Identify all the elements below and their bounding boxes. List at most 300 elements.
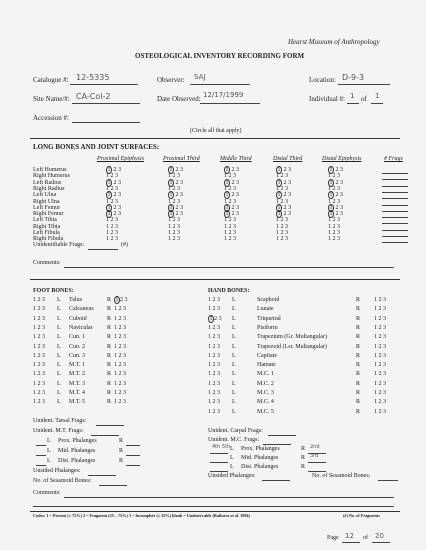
- score-cell[interactable]: [168, 230, 180, 236]
- hand-scale-right[interactable]: 1 2 3: [374, 343, 386, 350]
- score-1[interactable]: 1: [106, 198, 109, 205]
- score-1[interactable]: 1: [329, 211, 333, 218]
- hand-unsided-line[interactable]: [262, 480, 290, 481]
- score-2-3[interactable]: 2 3: [109, 185, 118, 192]
- score-2-3[interactable]: 2 3: [174, 179, 183, 186]
- score-2-3[interactable]: 2 3: [174, 167, 183, 173]
- score-1[interactable]: 1: [224, 185, 227, 192]
- score-cell[interactable]: [276, 236, 288, 242]
- score-2-3[interactable]: 2 3: [279, 173, 288, 180]
- score-1[interactable]: 1: [276, 223, 279, 230]
- score-cell[interactable]: [224, 224, 236, 230]
- foot-scale-left[interactable]: 1 2 3: [33, 390, 45, 396]
- divider-top: [30, 138, 400, 139]
- score-1[interactable]: 1: [277, 211, 281, 218]
- score-1[interactable]: 1: [168, 217, 171, 224]
- catalogue-value[interactable]: 12-5335: [76, 73, 110, 82]
- score-cell[interactable]: [106, 180, 121, 186]
- site-value[interactable]: CA-Col-2: [76, 92, 111, 101]
- score-2-3[interactable]: 2 3: [227, 223, 236, 230]
- score-2-3[interactable]: 2 3: [334, 211, 343, 218]
- score-2-3[interactable]: 2 3: [331, 198, 340, 205]
- score-1[interactable]: 1: [106, 230, 109, 236]
- score-2-3[interactable]: 2 3: [334, 204, 343, 211]
- score-cell[interactable]: [328, 211, 343, 217]
- score-cell[interactable]: [168, 192, 183, 198]
- score-1[interactable]: 1: [328, 185, 331, 192]
- score-cell[interactable]: [276, 180, 291, 186]
- score-2-3[interactable]: 2 3: [109, 223, 118, 230]
- score-2-3[interactable]: 2 3: [279, 223, 288, 230]
- foot-scale-left[interactable]: 1 2 3: [33, 334, 45, 341]
- hand-l: L: [232, 343, 236, 350]
- score-1[interactable]: 1: [329, 167, 333, 173]
- foot-scale-right[interactable]: 1 2 3: [114, 380, 127, 387]
- foot-r[interactable]: [107, 344, 126, 350]
- foot-scale-right[interactable]: 1 2 3: [114, 343, 127, 350]
- observer-label: Observer:: [157, 76, 185, 84]
- footer-comments-line-2[interactable]: [33, 506, 394, 507]
- score-2-3[interactable]: 2 3: [112, 211, 121, 218]
- hand-scale-left[interactable]: 1 2 3: [208, 334, 220, 341]
- hand-prox-r-value[interactable]: 2nd: [310, 444, 320, 450]
- hand-scale-right[interactable]: 1 2 3: [374, 408, 386, 415]
- foot-scale-right[interactable]: 1 2 3: [114, 352, 127, 359]
- score-1[interactable]: 1: [107, 179, 111, 186]
- foot-scale-left[interactable]: 1 2 3: [33, 297, 45, 303]
- hand-scale-right[interactable]: 1 2 3: [374, 362, 386, 369]
- score-1[interactable]: 1: [168, 223, 171, 230]
- score-1[interactable]: 1: [106, 236, 109, 243]
- score-cell[interactable]: [224, 167, 239, 173]
- foot-scale-right[interactable]: 1 2 3: [114, 390, 127, 396]
- score-2-3[interactable]: 2 3: [331, 230, 340, 236]
- score-cell[interactable]: [328, 230, 340, 236]
- score-1[interactable]: 1: [106, 173, 109, 180]
- hand-dist-l-line[interactable]: [210, 471, 228, 472]
- score-cell[interactable]: [106, 167, 121, 173]
- foot-scale-right[interactable]: 1 2 3: [114, 362, 127, 369]
- score-cell[interactable]: [328, 224, 340, 230]
- score-1[interactable]: 1: [328, 223, 331, 230]
- score-2-3[interactable]: 2 3: [230, 167, 239, 173]
- score-1[interactable]: 1: [106, 217, 109, 224]
- score-1[interactable]: 1: [328, 217, 331, 224]
- foot-scale-left[interactable]: 1 2 3: [33, 362, 45, 369]
- hand-scale-left[interactable]: 1 2 3: [208, 399, 220, 406]
- score-1[interactable]: 1: [277, 204, 281, 211]
- foot-scale-left[interactable]: 1 2 3: [33, 343, 45, 350]
- score-cell[interactable]: [224, 217, 236, 223]
- hand-mid-r-value[interactable]: 3rd: [310, 453, 319, 459]
- score-2-3[interactable]: 2 3: [227, 198, 236, 205]
- score-2-3[interactable]: 2 3: [109, 230, 118, 236]
- score-1[interactable]: 1: [225, 204, 229, 211]
- score-1[interactable]: 1: [224, 230, 227, 236]
- score-1[interactable]: 1: [329, 192, 333, 199]
- frags-line[interactable]: [382, 186, 408, 187]
- hand-scale-left[interactable]: 1 2 3: [208, 371, 220, 378]
- page-value[interactable]: 12: [345, 532, 354, 540]
- score-1[interactable]: 1: [225, 192, 229, 199]
- header-proximal-epiphysis: Proximal Epiphysis: [97, 156, 144, 162]
- score-1[interactable]: 1: [276, 198, 279, 205]
- hand-dist-r-line[interactable]: [308, 471, 326, 472]
- foot-sesamoid-line[interactable]: [99, 485, 127, 486]
- hand-sesamoid-label: No. of Sesamoid Bones:: [312, 473, 371, 479]
- score-1[interactable]: 1: [276, 217, 279, 224]
- frags-line[interactable]: [382, 173, 408, 174]
- hand-scale-left[interactable]: 1 2 3: [208, 306, 220, 313]
- foot-mid-l-line[interactable]: [36, 455, 46, 456]
- score-2-3[interactable]: 2 3: [227, 236, 236, 243]
- score-cell[interactable]: [168, 236, 180, 242]
- score-2-3[interactable]: 2 3: [282, 211, 291, 218]
- foot-scale-left[interactable]: 1 2 3: [33, 306, 45, 313]
- score-2-3[interactable]: 2 3: [174, 211, 183, 218]
- score-2-3[interactable]: 2 3: [171, 230, 180, 236]
- score-cell[interactable]: [276, 192, 291, 198]
- score-2-3[interactable]: 2 3: [174, 204, 183, 211]
- score-2-3[interactable]: 2 3: [112, 192, 121, 199]
- location-value[interactable]: D-9-3: [342, 73, 365, 82]
- score-2-3[interactable]: 2 3: [227, 230, 236, 236]
- score-cell[interactable]: [224, 211, 239, 217]
- score-1[interactable]: 1: [168, 230, 171, 236]
- score-2-3[interactable]: 2 3: [334, 179, 343, 186]
- foot-bone-name: Calcaneus: [69, 306, 94, 313]
- score-1[interactable]: 1: [169, 204, 173, 211]
- frags-line[interactable]: [382, 192, 408, 193]
- header-proximal-third: Proximal Third: [163, 156, 200, 162]
- frags-line[interactable]: [382, 230, 408, 231]
- score-2-3[interactable]: 2 3: [112, 167, 121, 173]
- score-2-3[interactable]: 2 3: [282, 179, 291, 186]
- hand-scale-left[interactable]: 1 2 3: [208, 343, 220, 350]
- score-1[interactable]: 1: [329, 179, 333, 186]
- foot-scale-left[interactable]: 1 2 3: [33, 399, 45, 406]
- foot-l: L: [57, 390, 61, 396]
- foot-r[interactable]: [107, 362, 126, 368]
- hand-scale-left[interactable]: 1 2 3: [208, 297, 220, 303]
- foot-prox-l-line[interactable]: [36, 445, 46, 446]
- score-2-3[interactable]: 2 3: [230, 204, 239, 211]
- score-2-3[interactable]: 2 3: [331, 236, 340, 243]
- score-1[interactable]: 1: [224, 198, 227, 205]
- long-bone-name: Left Radius: [33, 179, 62, 186]
- museum-name: Hearst Museum of Anthropology: [288, 38, 380, 46]
- score-cell[interactable]: [224, 192, 239, 198]
- foot-r[interactable]: [107, 297, 128, 303]
- foot-r-letter: R: [107, 352, 112, 359]
- score-2-3[interactable]: 2 3: [171, 185, 180, 192]
- score-2-3[interactable]: 2 3: [171, 173, 180, 180]
- score-1[interactable]: 1: [276, 185, 279, 192]
- hand-scale-left[interactable]: 1 2 3: [208, 380, 220, 387]
- score-2-3[interactable]: 2 3: [282, 204, 291, 211]
- score-1[interactable]: 1: [106, 185, 109, 192]
- frags-line[interactable]: [382, 223, 408, 224]
- foot-l: L: [57, 324, 61, 331]
- foot-bone-name: Cuboid: [69, 315, 87, 322]
- score-2-3[interactable]: 2 3: [214, 315, 222, 322]
- score-cell[interactable]: [224, 236, 236, 242]
- score-1[interactable]: 1: [225, 179, 229, 186]
- score-1[interactable]: 1: [224, 223, 227, 230]
- foot-scale-left[interactable]: 1 2 3: [33, 380, 45, 387]
- score-2-3[interactable]: 2 3: [279, 230, 288, 236]
- frags-line[interactable]: [382, 205, 408, 206]
- score-1[interactable]: 1: [168, 198, 171, 205]
- score-1[interactable]: 1: [115, 297, 119, 303]
- hand-mid-l-line[interactable]: [210, 462, 228, 463]
- score-cell[interactable]: [106, 217, 118, 223]
- foot-scale-right[interactable]: 1 2 3: [114, 324, 127, 331]
- page-line: [342, 542, 360, 543]
- score-cell[interactable]: [168, 224, 180, 230]
- hand-scale-right[interactable]: 1 2 3: [374, 324, 386, 331]
- score-2-3[interactable]: 2 3: [120, 297, 128, 303]
- foot-r[interactable]: [107, 381, 126, 387]
- score-cell[interactable]: [168, 217, 180, 223]
- score-2-3[interactable]: 2 3: [331, 217, 340, 224]
- individual-value[interactable]: 1: [350, 92, 355, 100]
- footer-comments-line-1[interactable]: [64, 497, 394, 498]
- score-cell[interactable]: [328, 180, 343, 186]
- score-cell[interactable]: [168, 180, 183, 186]
- score-2-3[interactable]: 2 3: [174, 192, 183, 199]
- observer-value[interactable]: SAJ: [194, 73, 206, 81]
- score-1[interactable]: 1: [168, 185, 171, 192]
- score-cell[interactable]: [168, 167, 183, 173]
- unident-frags-line[interactable]: [88, 249, 118, 250]
- hand-bone-name: M.C. 2: [257, 380, 274, 387]
- score-1[interactable]: 1: [225, 167, 229, 173]
- foot-prox-r-line[interactable]: [126, 445, 140, 446]
- score-1[interactable]: 1: [168, 236, 171, 243]
- hand-mc-line[interactable]: [263, 444, 291, 445]
- hand-scale-left[interactable]: 1 2 3: [208, 324, 220, 331]
- score-2-3[interactable]: 2 3: [279, 236, 288, 243]
- score-2-3[interactable]: 2 3: [227, 173, 236, 180]
- score-1[interactable]: 1: [224, 173, 227, 180]
- hand-scale-right[interactable]: 1 2 3: [374, 371, 386, 378]
- score-cell[interactable]: [276, 211, 291, 217]
- score-2-3[interactable]: 2 3: [227, 185, 236, 192]
- foot-r[interactable]: [107, 316, 126, 322]
- individual-label: Individual #:: [309, 95, 345, 103]
- hand-scale-right[interactable]: 1 2 3: [374, 315, 386, 322]
- long-comments-line[interactable]: [64, 267, 394, 268]
- hand-scale-right[interactable]: 1 2 3: [374, 352, 386, 359]
- score-2-3[interactable]: 2 3: [109, 173, 118, 180]
- frags-line[interactable]: [382, 179, 408, 180]
- hand-l: L: [232, 399, 236, 406]
- foot-dist-l: L: [47, 458, 51, 464]
- score-2-3[interactable]: 2 3: [109, 198, 118, 205]
- hand-scale-left[interactable]: 1 2 3: [208, 408, 220, 415]
- score-2-3[interactable]: 2 3: [334, 192, 343, 199]
- score-1[interactable]: 1: [169, 179, 173, 186]
- score-1[interactable]: 1: [209, 315, 213, 322]
- score-1[interactable]: 1: [276, 173, 279, 180]
- foot-scale-right[interactable]: 1 2 3: [114, 306, 127, 313]
- date-value[interactable]: 12/17/1999: [203, 91, 244, 99]
- score-cell[interactable]: [328, 192, 343, 198]
- long-comments-label: Comments:: [33, 260, 61, 266]
- foot-scale-right[interactable]: 1 2 3: [114, 334, 127, 341]
- frags-line[interactable]: [382, 198, 408, 199]
- foot-scale-left[interactable]: 1 2 3: [33, 371, 45, 378]
- score-2-3[interactable]: 2 3: [109, 217, 118, 224]
- score-2-3[interactable]: 2 3: [109, 236, 118, 243]
- score-1[interactable]: 1: [106, 223, 109, 230]
- foot-scale-right[interactable]: 1 2 3: [114, 315, 127, 322]
- hand-scale-right[interactable]: 1 2 3: [374, 306, 386, 313]
- long-bone-name: Right Humerus: [33, 173, 70, 180]
- frags-line[interactable]: [382, 242, 408, 243]
- hand-carpal-line[interactable]: [268, 435, 296, 436]
- hand-prox-l-line[interactable]: [210, 453, 228, 454]
- foot-mid-r-line[interactable]: [126, 455, 140, 456]
- frags-line[interactable]: [382, 217, 408, 218]
- site-label: Site Name/#:: [33, 95, 70, 103]
- score-2-3[interactable]: 2 3: [171, 198, 180, 205]
- page-total[interactable]: 20: [375, 532, 384, 540]
- score-cell[interactable]: [224, 180, 239, 186]
- score-cell[interactable]: [276, 167, 291, 173]
- hand-scale-right[interactable]: 1 2 3: [374, 380, 386, 387]
- score-cell[interactable]: [106, 230, 118, 236]
- hand-scale-right[interactable]: 1 2 3: [374, 297, 386, 303]
- foot-mt-line[interactable]: [91, 435, 119, 436]
- score-2-3[interactable]: 2 3: [282, 167, 291, 173]
- foot-r[interactable]: [107, 390, 126, 396]
- score-2-3[interactable]: 2 3: [279, 185, 288, 192]
- score-1[interactable]: 1: [276, 230, 279, 236]
- hand-scale-right[interactable]: 1 2 3: [374, 334, 386, 341]
- score-1[interactable]: 1: [329, 204, 333, 211]
- foot-scale-left[interactable]: 1 2 3: [33, 315, 45, 322]
- score-2-3[interactable]: 2 3: [171, 223, 180, 230]
- frags-line[interactable]: [382, 236, 408, 237]
- hand-scale-right[interactable]: 1 2 3: [374, 399, 386, 406]
- individual-total[interactable]: 1: [375, 92, 380, 100]
- score-1[interactable]: 1: [169, 167, 173, 173]
- hand-scale-left[interactable]: 1 2 3: [208, 352, 220, 359]
- hand-sesamoid-line[interactable]: [378, 480, 398, 481]
- score-2-3[interactable]: 2 3: [282, 192, 291, 199]
- foot-r[interactable]: [107, 325, 126, 331]
- score-cell[interactable]: [276, 224, 288, 230]
- score-1[interactable]: 1: [225, 211, 229, 218]
- long-bone-name: Right Tibia: [33, 223, 61, 230]
- foot-r[interactable]: [107, 306, 126, 312]
- score-cell[interactable]: [168, 211, 183, 217]
- score-cell[interactable]: [276, 230, 288, 236]
- score-1[interactable]: 1: [107, 211, 111, 218]
- score-1[interactable]: 1: [276, 236, 279, 243]
- score-cell[interactable]: [106, 192, 121, 198]
- score-cell[interactable]: [328, 236, 340, 242]
- score-2-3[interactable]: 2 3: [171, 217, 180, 224]
- score-1[interactable]: 1: [277, 179, 281, 186]
- frags-line[interactable]: [382, 211, 408, 212]
- score-2-3[interactable]: 2 3: [331, 173, 340, 180]
- score-cell[interactable]: [276, 217, 288, 223]
- score-1[interactable]: 1: [224, 236, 227, 243]
- score-2-3[interactable]: 2 3: [112, 204, 121, 211]
- score-cell[interactable]: [224, 230, 236, 236]
- score-1[interactable]: 1: [107, 167, 111, 173]
- score-1[interactable]: 1: [328, 173, 331, 180]
- foot-unsided-line[interactable]: [88, 475, 116, 476]
- foot-scale-right[interactable]: 1 2 3: [114, 371, 127, 378]
- hand-mid-r-line[interactable]: [308, 462, 326, 463]
- foot-r[interactable]: [107, 353, 126, 359]
- score-1[interactable]: 1: [277, 167, 281, 173]
- catalogue-label: Catalogue #:: [33, 76, 69, 84]
- score-2-3[interactable]: 2 3: [171, 236, 180, 243]
- score-1[interactable]: 1: [169, 211, 173, 218]
- hand-scale-right[interactable]: 1 2 3: [374, 390, 386, 396]
- score-2-3[interactable]: 2 3: [227, 217, 236, 224]
- score-1[interactable]: 1: [277, 192, 281, 199]
- foot-r[interactable]: [107, 334, 126, 340]
- score-cell[interactable]: [328, 217, 340, 223]
- score-2-3[interactable]: 2 3: [279, 217, 288, 224]
- score-1[interactable]: 1: [168, 173, 171, 180]
- score-2-3[interactable]: 2 3: [331, 185, 340, 192]
- foot-dist-l-line[interactable]: [36, 465, 46, 466]
- score-1[interactable]: 1: [328, 198, 331, 205]
- score-1[interactable]: 1: [107, 192, 111, 199]
- score-2-3[interactable]: 2 3: [230, 192, 239, 199]
- foot-scale-left[interactable]: 1 2 3: [33, 324, 45, 331]
- score-cell[interactable]: [106, 211, 121, 217]
- hand-l: L: [232, 315, 236, 322]
- foot-scale-right[interactable]: 1 2 3: [114, 399, 127, 406]
- score-1[interactable]: 1: [169, 192, 173, 199]
- foot-scale-right[interactable]: [114, 297, 128, 303]
- foot-dist-r-line[interactable]: [126, 465, 140, 466]
- score-1[interactable]: 1: [224, 217, 227, 224]
- score-2-3[interactable]: 2 3: [230, 211, 239, 218]
- hand-prox-label: Prox. Phalanges: [241, 446, 280, 452]
- score-2-3[interactable]: 2 3: [279, 198, 288, 205]
- hand-scale-left[interactable]: 1 2 3: [208, 362, 220, 369]
- foot-l: L: [57, 352, 61, 359]
- score-cell[interactable]: [106, 224, 118, 230]
- foot-r[interactable]: [107, 399, 126, 405]
- foot-r[interactable]: [107, 371, 126, 377]
- score-1[interactable]: 1: [328, 236, 331, 243]
- foot-tarsal-line[interactable]: [96, 425, 124, 426]
- foot-r-letter: R: [107, 334, 112, 341]
- foot-scale-left[interactable]: 1 2 3: [33, 352, 45, 359]
- hand-scale-left[interactable]: 1 2 3: [208, 390, 220, 396]
- score-2-3[interactable]: 2 3: [334, 167, 343, 173]
- score-1[interactable]: 1: [328, 230, 331, 236]
- score-2-3[interactable]: 2 3: [112, 179, 121, 186]
- score-cell[interactable]: [328, 167, 343, 173]
- score-1[interactable]: 1: [107, 204, 111, 211]
- hand-scale-left[interactable]: [208, 316, 222, 322]
- score-2-3[interactable]: 2 3: [230, 179, 239, 186]
- score-2-3[interactable]: 2 3: [331, 223, 340, 230]
- long-bone-name: Right Fibula: [33, 236, 64, 243]
- score-cell[interactable]: [106, 236, 118, 242]
